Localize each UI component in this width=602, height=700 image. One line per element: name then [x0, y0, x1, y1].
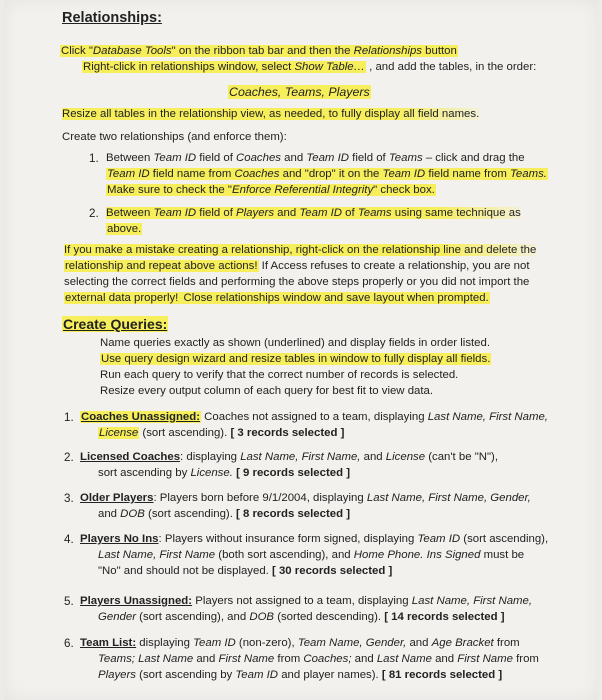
- q4-number: 4.: [64, 533, 74, 546]
- table-order: Coaches, Teams, Players: [229, 85, 370, 99]
- mistake-line4: external data properly! Close relationships window and save layout when prompted.: [65, 292, 489, 304]
- resize-instruction: Resize all tables in the relationship view, as needed, to fully display all field names.: [62, 108, 480, 120]
- step-database-tools: Click "Database Tools" on the ribbon tab bar and then the Relationships button: [61, 45, 457, 57]
- mistake-line3: selecting the correct fields and performing the above steps properly or you did not import the: [64, 276, 530, 288]
- mistake-line1: If you make a mistake creating a relationship, right-click on the relationship line and delete the: [64, 244, 537, 256]
- q4-line3: "No" and should not be displayed. [ 30 records selected ]: [98, 565, 393, 577]
- q6-line3: Players (sort ascending by Team ID and player names). [ 81 records selected ]: [98, 669, 503, 681]
- q3-line2: and DOB (sort ascending). [ 8 records selected ]: [98, 508, 350, 520]
- rel1-line1: Between Team ID field of Coaches and Team ID field of Teams – click and drag the: [106, 152, 525, 164]
- q2-line1: Licensed Coaches: displaying Last Name, First Name, and License (can't be "N"),: [80, 451, 498, 463]
- relationships-heading: Relationships:: [62, 10, 162, 26]
- q5-number: 5.: [64, 595, 74, 608]
- document-page: [4, 0, 598, 700]
- q6-number: 6.: [64, 637, 74, 650]
- q3-number: 3.: [64, 492, 74, 505]
- q5-line1: Players Unassigned: Players not assigned to a team, displaying Last Name, First Name,: [80, 595, 533, 607]
- queries-intro-2: Use query design wizard and resize tables in window to fully display all fields.: [101, 353, 491, 365]
- mistake-line2: relationship and repeat above actions! If Access refuses to create a relationship, you are not: [65, 260, 530, 272]
- queries-intro-3: Run each query to verify that the correct number of records is selected.: [100, 369, 459, 381]
- rel2-number: 2.: [89, 207, 99, 220]
- q1-line2: License (sort ascending). [ 3 records selected ]: [99, 427, 345, 439]
- q6-line1: Team List: displaying Team ID (non-zero), Team Name, Gender, and Age Bracket from: [80, 637, 520, 649]
- q3-line1: Older Players: Players born before 9/1/2004, displaying Last Name, First Name, Gender,: [80, 492, 531, 504]
- q2-line2: sort ascending by License. [ 9 records selected ]: [98, 467, 351, 479]
- q6-line2: Teams; Last Name and First Name from Coaches; and Last Name and First Name from: [98, 653, 539, 665]
- rel1-line2: Team ID field name from Coaches and "drop" it on the Team ID field name from Teams.: [107, 168, 547, 180]
- rel2-line2: above.: [107, 223, 142, 235]
- queries-heading: Create Queries:: [63, 316, 168, 332]
- q1-line1: Coaches Unassigned: Coaches not assigned to a team, displaying Last Name, First Name,: [81, 411, 548, 423]
- rel1-line3: Make sure to check the "Enforce Referential Integrity" check box.: [107, 184, 435, 196]
- queries-intro-4: Resize every output column of each query for best fit to view data.: [100, 385, 434, 397]
- q4-line1: Players No Ins: Players without insurance form signed, displaying Team ID (sort ascending),: [80, 533, 549, 545]
- queries-intro-1: Name queries exactly as shown (underlined) and display fields in order listed.: [100, 337, 491, 349]
- create-two-relationships: Create two relationships (and enforce them):: [62, 131, 287, 143]
- rel2-line1: Between Team ID field of Players and Team ID of Teams using same technique as: [106, 207, 521, 219]
- rel1-number: 1.: [89, 152, 99, 165]
- step-show-table: Right-click in relationships window, select Show Table… , and add the tables, in the order:: [83, 61, 537, 73]
- q1-number: 1.: [64, 411, 74, 424]
- q4-line2: Last Name, First Name (both sort ascending), and Home Phone. Ins Signed must be: [98, 549, 525, 561]
- q5-line2: Gender (sort ascending), and DOB (sorted descending). [ 14 records selected ]: [98, 611, 505, 623]
- q2-number: 2.: [64, 451, 74, 464]
